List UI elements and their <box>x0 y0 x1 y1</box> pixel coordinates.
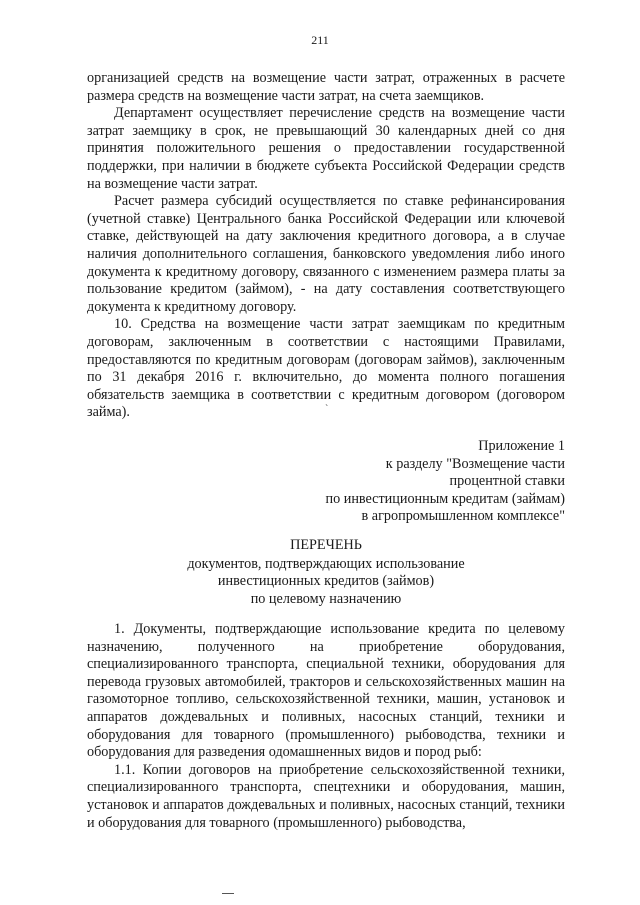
paragraph: Расчет размера субсидий осуществляется по ставке рефинансирования (учетной ставке) Центрального банка Российской Федерации или ключевой ставке, действующей на дату заключения кредитного договора, а в случае наличия дополнительного соглашения, банковского уведомления либо иного документа к кредитному договору, связанного с изменением размера платы за пользование кредитом (займом), - на дату составления соответствующего документа к кредитному договору. <box>87 193 565 315</box>
body-text <box>87 70 565 422</box>
appendix-line: Приложение 1 <box>478 438 565 454</box>
appendix-line: к разделу "Возмещение части <box>385 455 565 472</box>
stray-mark: ` <box>325 404 329 415</box>
paragraph: организацией средств на возмещение части затрат, отраженных в расчете размера средств на возмещение части затрат, на счета заемщиков. <box>87 70 565 104</box>
appendix-line: процентной ставки <box>449 473 565 490</box>
footer-divider <box>222 893 234 894</box>
title-heading: ПЕРЕЧЕНЬ <box>290 537 362 553</box>
paragraph: Департамент осуществляет перечисление средств на возмещение части затрат заемщику в срок, не превышающий 30 календарных дней со дня принятия положительного решения о предоставлении государственной поддержки, при наличии в бюджете субъекта Российской Федерации средств на возмещение части затрат. <box>87 105 565 192</box>
appendix-line: по инвестиционным кредитам (займам) <box>325 490 565 507</box>
documents-list <box>87 621 565 832</box>
paragraph: 10. Средства на возмещение части затрат заемщикам по кредитным договорам, заключенным в соответствии с настоящими Правилами, предоставляются по кредитным договорам (договорам займов), заключенным по 31 декабря 2016 г. включительно, до момента полного погашения обязательств заемщика в соответствии с кредитным договором (договором займа). <box>87 316 565 421</box>
list-item: 1. Документы, подтверждающие использование кредита по целевому назначению, полученного на приобретение оборудования, специализированного транспорта, специальной техники, оборудования для перевода грузовых автомобилей, тракторов и сельскохозяйственных машин на газомоторное топливо, сельскохозяйственной техники, машин, установок и аппаратов дождевальных и поливных, насосных станций, техники и оборудования для товарного (промышленного) рыбоводства, техники и оборудования для разведения одомашненных видов и пород рыб: <box>87 621 565 761</box>
page-number: 211 <box>311 33 329 47</box>
document-title <box>87 537 565 608</box>
appendix-line: в агропромышленном комплексе" <box>361 508 565 525</box>
title-line: инвестиционных кредитов (займов) <box>217 573 435 590</box>
title-line: документов, подтверждающих использование <box>187 555 465 572</box>
list-item: 1.1. Копии договоров на приобретение сельскохозяйственной техники, специализированного транспорта, спецтехники и оборудования, машин, установок и аппаратов дождевальных и поливных, насосных станций, техники и оборудования для товарного (промышленного) рыбоводства, <box>87 761 565 831</box>
appendix-header <box>326 438 566 526</box>
title-line: по целевому назначению <box>250 590 402 607</box>
